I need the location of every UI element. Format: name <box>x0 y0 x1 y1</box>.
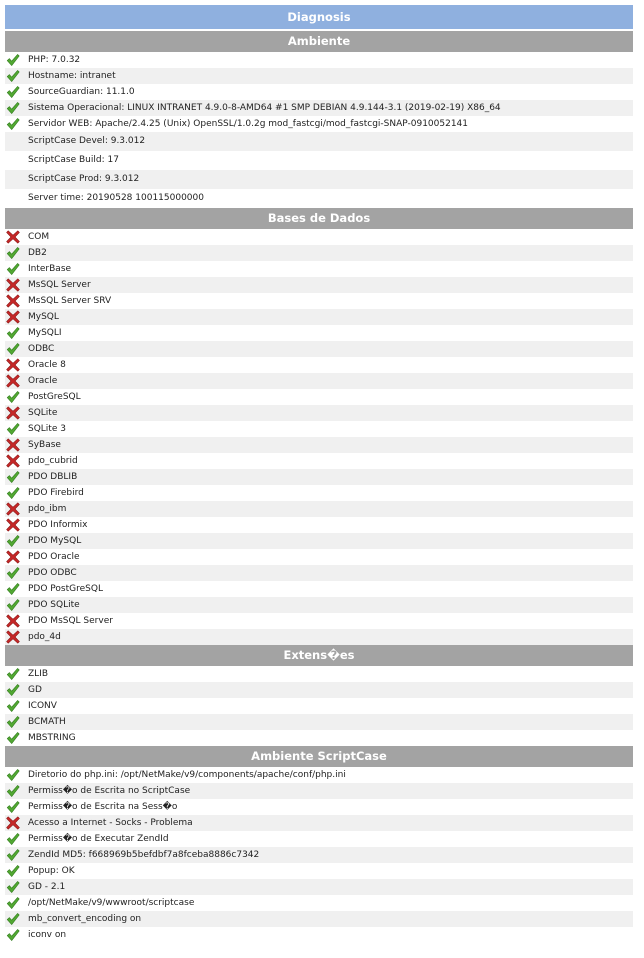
diagnosis-row <box>5 879 633 895</box>
diagnosis-row <box>5 84 633 100</box>
check-icon <box>6 896 20 910</box>
diagnosis-row <box>5 613 633 629</box>
diagnosis-row <box>5 341 633 357</box>
row-label: PDO Oracle <box>28 552 80 562</box>
diagnosis-row <box>5 533 633 549</box>
row-label: Server time: 20190528 100115000000 <box>28 193 204 203</box>
check-icon <box>6 566 20 580</box>
row-label: Hostname: intranet <box>28 71 116 81</box>
diagnosis-row <box>5 714 633 730</box>
cross-icon <box>6 454 20 468</box>
row-label: ODBC <box>28 344 55 354</box>
diagnosis-row <box>5 847 633 863</box>
diagnosis-row <box>5 895 633 911</box>
row-label: PDO DBLIB <box>28 472 78 482</box>
cross-icon <box>6 230 20 244</box>
diagnosis-row <box>5 927 633 943</box>
section-header-scriptcase: Ambiente ScriptCase <box>5 746 633 767</box>
diagnosis-row <box>5 682 633 698</box>
row-label: MBSTRING <box>28 733 76 743</box>
row-label: pdo_ibm <box>28 504 67 514</box>
cross-icon <box>6 278 20 292</box>
diagnosis-row <box>5 831 633 847</box>
row-label: SourceGuardian: 11.1.0 <box>28 87 135 97</box>
row-label: GD - 2.1 <box>28 882 66 892</box>
diagnosis-row <box>5 485 633 501</box>
cross-icon <box>6 294 20 308</box>
diagnosis-row <box>5 863 633 879</box>
section-header-extensoes: Extens�es <box>5 645 633 666</box>
row-label: MySQL <box>28 312 59 322</box>
check-icon <box>6 326 20 340</box>
diagnosis-row <box>5 151 633 170</box>
row-label: PDO SQLite <box>28 600 80 610</box>
diagnosis-panel <box>5 5 633 943</box>
check-icon <box>6 262 20 276</box>
diagnosis-row <box>5 565 633 581</box>
check-icon <box>6 486 20 500</box>
row-label: SQLite <box>28 408 58 418</box>
diagnosis-row <box>5 309 633 325</box>
row-label: ScriptCase Devel: 9.3.012 <box>28 136 146 146</box>
row-label: GD <box>28 685 42 695</box>
check-icon <box>6 582 20 596</box>
check-icon <box>6 390 20 404</box>
diagnosis-row <box>5 170 633 189</box>
diagnosis-row <box>5 581 633 597</box>
row-label: SQLite 3 <box>28 424 66 434</box>
row-label: Servidor WEB: Apache/2.4.25 (Unix) OpenSSL/1.0.2g mod_fastcgi/mod_fastcgi-SNAP-0910052141 <box>28 119 469 129</box>
row-label: MySQLI <box>28 328 62 338</box>
row-label: PDO MsSQL Server <box>28 616 113 626</box>
cross-icon <box>6 358 20 372</box>
diagnosis-row <box>5 357 633 373</box>
row-label: /opt/NetMake/v9/wwwroot/scriptcase <box>28 898 195 908</box>
diagnosis-row <box>5 597 633 613</box>
cross-icon <box>6 502 20 516</box>
row-label: DB2 <box>28 248 47 258</box>
check-icon <box>6 598 20 612</box>
row-label: pdo_4d <box>28 632 61 642</box>
diagnosis-row <box>5 469 633 485</box>
row-label: ScriptCase Build: 17 <box>28 155 119 165</box>
diagnosis-row <box>5 453 633 469</box>
check-icon <box>6 53 20 67</box>
row-label: Popup: OK <box>28 866 75 876</box>
check-icon <box>6 880 20 894</box>
diagnosis-row <box>5 698 633 714</box>
row-label: Sistema Operacional: LINUX INTRANET 4.9.0-8-AMD64 #1 SMP DEBIAN 4.9.144-3.1 (2019-02-19) X86_64 <box>28 103 501 113</box>
diagnosis-row <box>5 405 633 421</box>
row-label: ScriptCase Prod: 9.3.012 <box>28 174 140 184</box>
section-header-ambiente: Ambiente <box>5 31 633 52</box>
cross-icon <box>6 374 20 388</box>
check-icon <box>6 800 20 814</box>
cross-icon <box>6 310 20 324</box>
row-label: PostGreSQL <box>28 392 81 402</box>
check-icon <box>6 768 20 782</box>
row-label: SyBase <box>28 440 61 450</box>
diagnosis-row <box>5 911 633 927</box>
diagnosis-row <box>5 100 633 116</box>
check-icon <box>6 85 20 99</box>
diagnosis-row <box>5 783 633 799</box>
check-icon <box>6 101 20 115</box>
row-label: PDO MySQL <box>28 536 82 546</box>
diagnosis-row <box>5 245 633 261</box>
check-icon <box>6 784 20 798</box>
cross-icon <box>6 518 20 532</box>
diagnosis-row <box>5 68 633 84</box>
diagnosis-row <box>5 229 633 245</box>
check-icon <box>6 715 20 729</box>
cross-icon <box>6 438 20 452</box>
diagnosis-row <box>5 501 633 517</box>
diagnosis-row <box>5 116 633 132</box>
diagnosis-row <box>5 666 633 682</box>
row-label: mb_convert_encoding on <box>28 914 142 924</box>
cross-icon <box>6 550 20 564</box>
check-icon <box>6 534 20 548</box>
diagnosis-row <box>5 437 633 453</box>
row-label: ZLIB <box>28 669 49 679</box>
diagnosis-row <box>5 373 633 389</box>
diagnosis-row <box>5 277 633 293</box>
check-icon <box>6 864 20 878</box>
cross-icon <box>6 614 20 628</box>
check-icon <box>6 422 20 436</box>
diagnosis-row <box>5 767 633 783</box>
page-title: Diagnosis <box>5 5 633 29</box>
row-label: Permiss�o de Escrita no ScriptCase <box>28 786 191 796</box>
cross-icon <box>6 630 20 644</box>
diagnosis-row <box>5 325 633 341</box>
check-icon <box>6 699 20 713</box>
cross-icon <box>6 816 20 830</box>
diagnosis-row <box>5 132 633 151</box>
row-label: MsSQL Server SRV <box>28 296 112 306</box>
row-label: PDO ODBC <box>28 568 77 578</box>
row-label: Permiss�o de Escrita na Sess�o <box>28 802 178 812</box>
diagnosis-row <box>5 421 633 437</box>
row-label: PDO PostGreSQL <box>28 584 103 594</box>
diagnosis-row <box>5 52 633 68</box>
check-icon <box>6 342 20 356</box>
section-header-bases: Bases de Dados <box>5 208 633 229</box>
check-icon <box>6 470 20 484</box>
row-label: PHP: 7.0.32 <box>28 55 81 65</box>
row-label: Oracle <box>28 376 58 386</box>
diagnosis-row <box>5 189 633 208</box>
sections-container <box>5 31 633 943</box>
check-icon <box>6 832 20 846</box>
diagnosis-row <box>5 730 633 746</box>
row-label: PDO Informix <box>28 520 88 530</box>
row-label: Oracle 8 <box>28 360 66 370</box>
check-icon <box>6 117 20 131</box>
row-label: iconv on <box>28 930 67 940</box>
diagnosis-row <box>5 389 633 405</box>
row-label: Acesso a Internet - Socks - Problema <box>28 818 193 828</box>
check-icon <box>6 683 20 697</box>
diagnosis-row <box>5 815 633 831</box>
diagnosis-row <box>5 549 633 565</box>
row-label: ICONV <box>28 701 57 711</box>
check-icon <box>6 731 20 745</box>
diagnosis-row <box>5 799 633 815</box>
check-icon <box>6 912 20 926</box>
row-label: pdo_cubrid <box>28 456 78 466</box>
diagnosis-row <box>5 517 633 533</box>
diagnosis-row <box>5 629 633 645</box>
check-icon <box>6 667 20 681</box>
diagnosis-row <box>5 261 633 277</box>
check-icon <box>6 848 20 862</box>
row-label: COM <box>28 232 50 242</box>
row-label: Permiss�o de Executar ZendId <box>28 834 169 844</box>
check-icon <box>6 69 20 83</box>
row-label: InterBase <box>28 264 72 274</box>
row-label: Diretorio do php.ini: /opt/NetMake/v9/components/apache/conf/php.ini <box>28 770 346 780</box>
row-label: BCMATH <box>28 717 66 727</box>
row-label: PDO Firebird <box>28 488 84 498</box>
row-label: ZendId MD5: f668969b5befdbf7a8fceba8886c7342 <box>28 850 260 860</box>
check-icon <box>6 246 20 260</box>
row-label: MsSQL Server <box>28 280 91 290</box>
diagnosis-row <box>5 293 633 309</box>
cross-icon <box>6 406 20 420</box>
check-icon <box>6 928 20 942</box>
